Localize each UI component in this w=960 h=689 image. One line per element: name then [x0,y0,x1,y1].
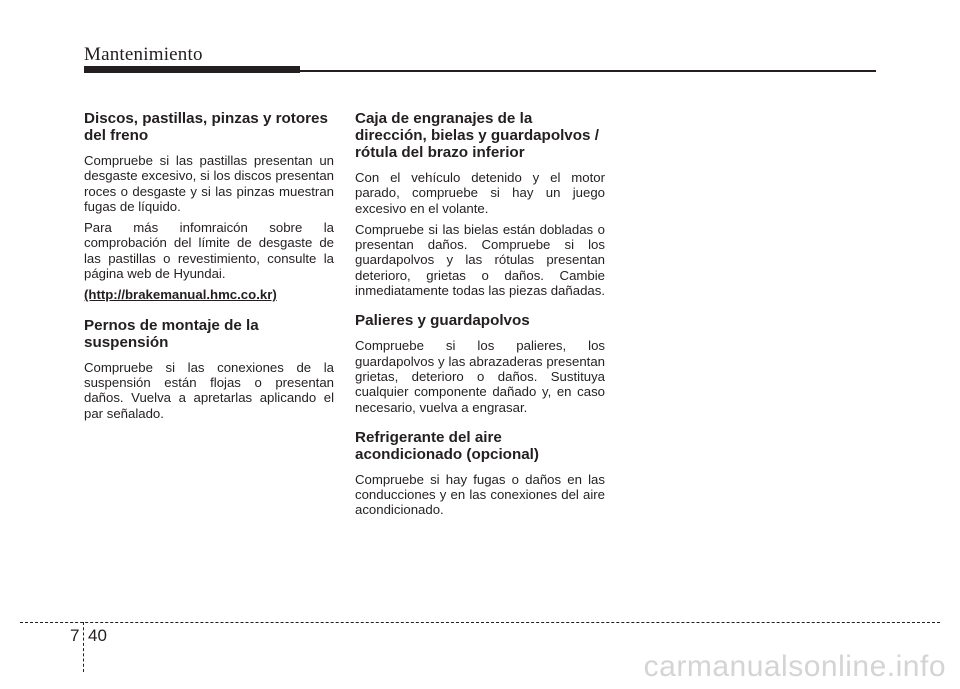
section-brakes [84,110,334,303]
section-steering [355,110,605,298]
paragraph: Compruebe si las bielas están dobladas o presentan daños. Compruebe si los guardapolvos y las rótulas presentan deterioro, grietas o daños. Cambie inmediatamente todas las piezas dañadas. [355,221,605,299]
heading-line: suspensión [84,333,169,351]
section-heading [355,429,605,463]
heading-line: Caja de engranajes de la [355,110,533,127]
heading-line: rótula del brazo inferior [355,144,525,161]
heading-line: Refrigerante del aire [355,428,502,446]
section-heading [84,317,334,351]
paragraph: Compruebe si los palieres, los guardapolvos y las abrazaderas presentan grietas, deterioro o daños. Sustituya cualquier componente dañado y, en caso necesario, vuelva a engrasar. [355,338,605,415]
section-driveshafts [355,312,605,414]
section-heading [355,312,605,329]
right-column [355,110,605,532]
paragraph: Compruebe si hay fugas o daños en las conducciones y en las conexiones del aire acondicionado. [355,471,605,518]
header-rule-thick [84,66,300,73]
footer-dashed-rule [20,622,940,623]
paragraph: Con el vehículo detenido y el motor parado, compruebe si hay un juego excesivo en el volante. [355,170,605,216]
paragraph: Compruebe si las conexiones de la suspensión están flojas o presentan daños. Vuelva a apretarlas aplicando el par señalado. [84,359,334,421]
heading-line: Discos, pastillas, pinzas y rotores [84,110,328,127]
footer-dashed-divider [83,622,84,672]
page-number: 40 [88,626,107,645]
paragraph: Compruebe si las pastillas presentan un desgaste excesivo, si los discos presentan roces o desgaste y si las pinzas muestran fugas de líquido. [84,153,334,214]
page-title: Mantenimiento [84,44,203,65]
heading-line: Pernos de montaje de la [84,316,259,334]
brake-manual-link[interactable]: (http://brakemanual.hmc.co.kr) [84,287,277,303]
heading-line: dirección, bielas y guardapolvos / [355,127,599,144]
left-column [84,110,334,435]
section-heading [355,110,605,161]
header-rule-thin [300,70,876,72]
section-heading [84,110,334,144]
section-suspension-bolts [84,317,334,421]
heading-line: Palieres y guardapolvos [355,312,530,330]
heading-line: del freno [84,127,149,144]
paragraph: Para más infomraicón sobre la comprobación del límite de desgaste de las pastillas o revestimiento, consulte la página web de Hyundai. [84,220,334,282]
section-ac-refrigerant [355,429,605,518]
heading-line: acondicionado (opcional) [355,445,539,463]
chapter-number: 7 [70,626,80,645]
watermark: carmanualsonline.info [643,650,946,683]
